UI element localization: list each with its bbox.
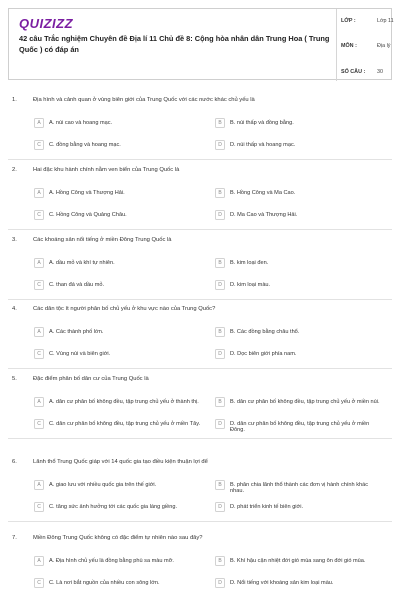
answer-option-d[interactable] xyxy=(215,210,383,220)
quizizz-logo: QUIZIZZ xyxy=(19,16,74,31)
option-text: D. Nổi tiếng với khoáng sản kim loại màu. xyxy=(230,579,334,586)
option-text: B. núi thấp và đồng bằng. xyxy=(230,119,294,126)
option-text: A. dân cư phân bố không đều, tập trung chủ yếu ở thành thị. xyxy=(49,398,199,405)
answer-option-a[interactable] xyxy=(34,258,202,268)
option-text: A. Các thành phố lớn. xyxy=(49,328,104,335)
count-label: SỐ CÂU : xyxy=(341,69,366,75)
question-number: 2. xyxy=(12,167,17,173)
option-text: A. núi cao và hoang mạc. xyxy=(49,119,113,126)
option-letter-box[interactable]: B xyxy=(215,327,225,337)
answer-option-a[interactable] xyxy=(34,480,202,490)
option-letter-box[interactable]: C xyxy=(34,419,44,429)
answer-option-d[interactable] xyxy=(215,280,383,290)
question-divider xyxy=(8,368,392,369)
option-letter-box[interactable]: C xyxy=(34,280,44,290)
option-text: C. đồng bằng và hoang mạc. xyxy=(49,141,121,148)
option-letter-box[interactable]: B xyxy=(215,118,225,128)
option-letter-box[interactable]: C xyxy=(34,502,44,512)
option-text: B. kim loại đen. xyxy=(230,259,269,266)
question-divider xyxy=(8,521,392,522)
answer-option-c[interactable] xyxy=(34,210,202,220)
worksheet-title: 42 câu Trắc nghiệm Chuyên đề Địa lí 11 Chủ đề 8: Cộng hòa nhân dân Trung Hoa ( Trung Quốc ) có đáp án xyxy=(19,34,330,54)
count-value: 30 xyxy=(377,69,383,75)
option-text: B. Các đồng bằng châu thổ. xyxy=(230,328,300,335)
option-letter-box[interactable]: D xyxy=(215,578,225,588)
option-letter-box[interactable]: C xyxy=(34,140,44,150)
question-label: Miền Đông Trung Quốc không có đặc điểm tự nhiên nào sau đây? xyxy=(33,535,203,541)
option-letter-box[interactable]: B xyxy=(215,556,225,566)
option-letter-box[interactable]: C xyxy=(34,578,44,588)
option-text: D. dân cư phân bố không đều, tập trung chủ yếu ở miền Đông. xyxy=(230,420,370,434)
option-letter-box[interactable]: A xyxy=(34,327,44,337)
option-letter-box[interactable]: A xyxy=(34,556,44,566)
answer-option-a[interactable] xyxy=(34,556,202,566)
question-number: 5. xyxy=(12,376,17,382)
option-letter-box[interactable]: D xyxy=(215,280,225,290)
answer-option-c[interactable] xyxy=(34,140,202,150)
answer-option-b[interactable] xyxy=(215,118,383,128)
question-label: Hai đặc khu hành chính nằm ven biển của Trung Quốc là xyxy=(33,167,180,173)
option-letter-box[interactable]: D xyxy=(215,502,225,512)
question-divider xyxy=(8,299,392,300)
option-text: B. phân chia lãnh thổ thành các đơn vị hành chính khác nhau. xyxy=(230,481,369,495)
subject-value: Địa lý xyxy=(377,43,391,49)
question-number: 1. xyxy=(12,97,17,103)
answer-option-c[interactable] xyxy=(34,578,202,588)
answer-option-a[interactable] xyxy=(34,397,202,407)
answer-option-c[interactable] xyxy=(34,502,202,512)
answer-option-b[interactable] xyxy=(215,188,383,198)
option-letter-box[interactable]: B xyxy=(215,258,225,268)
option-letter-box[interactable]: D xyxy=(215,210,225,220)
option-text: A. Hồng Công và Thượng Hải. xyxy=(49,189,125,196)
option-text: C. Vùng núi và biên giới. xyxy=(49,350,111,357)
option-text: D. Ma Cao và Thượng Hải. xyxy=(230,211,298,218)
answer-option-c[interactable] xyxy=(34,280,202,290)
option-letter-box[interactable]: B xyxy=(215,480,225,490)
answer-option-d[interactable] xyxy=(215,578,383,588)
class-label: LỚP : xyxy=(341,18,356,24)
question-label: Địa hình và cảnh quan ở vùng biên giới của Trung Quốc với các nước khác chủ yếu là xyxy=(33,97,255,103)
option-letter-box[interactable]: A xyxy=(34,397,44,407)
question-divider xyxy=(8,159,392,160)
option-text: B. dân cư phân bố không đều, tập trung chủ yếu ở miền núi. xyxy=(230,398,380,405)
option-text: D. kim loại màu. xyxy=(230,281,271,288)
answer-option-a[interactable] xyxy=(34,188,202,198)
option-text: D. Dọc biên giới phía nam. xyxy=(230,350,297,357)
question-number: 4. xyxy=(12,306,17,312)
answer-option-d[interactable] xyxy=(215,419,383,434)
answer-option-c[interactable] xyxy=(34,349,202,359)
option-text: C. tăng sức ảnh hưởng tới các quốc gia láng giềng. xyxy=(49,503,178,510)
option-letter-box[interactable]: D xyxy=(215,349,225,359)
option-letter-box[interactable]: A xyxy=(34,480,44,490)
option-letter-box[interactable]: C xyxy=(34,349,44,359)
option-letter-box[interactable]: A xyxy=(34,118,44,128)
option-text: A. Địa hình chủ yếu là đồng bằng phù sa màu mỡ. xyxy=(49,557,174,564)
answer-option-c[interactable] xyxy=(34,419,202,429)
answer-option-b[interactable] xyxy=(215,327,383,337)
option-text: A. giao lưu với nhiều quốc gia trên thế giới. xyxy=(49,481,157,488)
question-number: 7. xyxy=(12,535,17,541)
worksheet-header xyxy=(8,8,392,80)
answer-option-d[interactable] xyxy=(215,140,383,150)
answer-option-a[interactable] xyxy=(34,327,202,337)
answer-option-b[interactable] xyxy=(215,480,383,495)
option-letter-box[interactable]: C xyxy=(34,210,44,220)
question-label: Các khoáng sản nổi tiếng ở miền Đông Trung Quốc là xyxy=(33,237,172,243)
question-divider xyxy=(8,438,392,439)
subject-label: MÔN : xyxy=(341,43,357,49)
option-text: D. núi thấp và hoang mạc. xyxy=(230,141,296,148)
option-letter-box[interactable]: B xyxy=(215,188,225,198)
question-label: Các dân tộc ít người phân bố chủ yếu ở khu vực nào của Trung Quốc? xyxy=(33,306,216,312)
option-letter-box[interactable]: A xyxy=(34,258,44,268)
option-text: C. Hồng Công và Quảng Châu. xyxy=(49,211,127,218)
answer-option-a[interactable] xyxy=(34,118,202,128)
option-text: C. dân cư phân bố không đều, tập trung chủ yếu ở miền Tây. xyxy=(49,420,201,427)
option-letter-box[interactable]: D xyxy=(215,419,225,429)
option-letter-box[interactable]: A xyxy=(34,188,44,198)
option-text: C. than đá và dầu mỏ. xyxy=(49,281,105,288)
answer-option-d[interactable] xyxy=(215,349,383,359)
option-text: A. dầu mỏ và khí tự nhiên. xyxy=(49,259,115,266)
answer-option-b[interactable] xyxy=(215,258,383,268)
option-text: C. Là nơi bắt nguồn của nhiều con sông lớn. xyxy=(49,579,160,586)
answer-option-b[interactable] xyxy=(215,556,383,566)
class-value: Lớp 11 xyxy=(377,18,394,24)
answer-option-b[interactable] xyxy=(215,397,383,407)
question-label: Đặc điểm phân bố dân cư của Trung Quốc là xyxy=(33,376,149,382)
question-divider xyxy=(8,229,392,230)
question-label: Lãnh thổ Trung Quốc giáp với 14 quốc gia tạo điều kiện thuận lợi để xyxy=(33,459,208,465)
option-text: B. Khí hậu cận nhiệt đới gió mùa sang ôn đới gió mùa. xyxy=(230,557,366,564)
option-letter-box[interactable]: D xyxy=(215,140,225,150)
question-number: 6. xyxy=(12,459,17,465)
header-divider xyxy=(336,9,337,81)
option-letter-box[interactable]: B xyxy=(215,397,225,407)
option-text: B. Hồng Công và Ma Cao. xyxy=(230,189,296,196)
question-number: 3. xyxy=(12,237,17,243)
answer-option-d[interactable] xyxy=(215,502,383,512)
option-text: D. phát triển kinh tế biên giới. xyxy=(230,503,304,510)
